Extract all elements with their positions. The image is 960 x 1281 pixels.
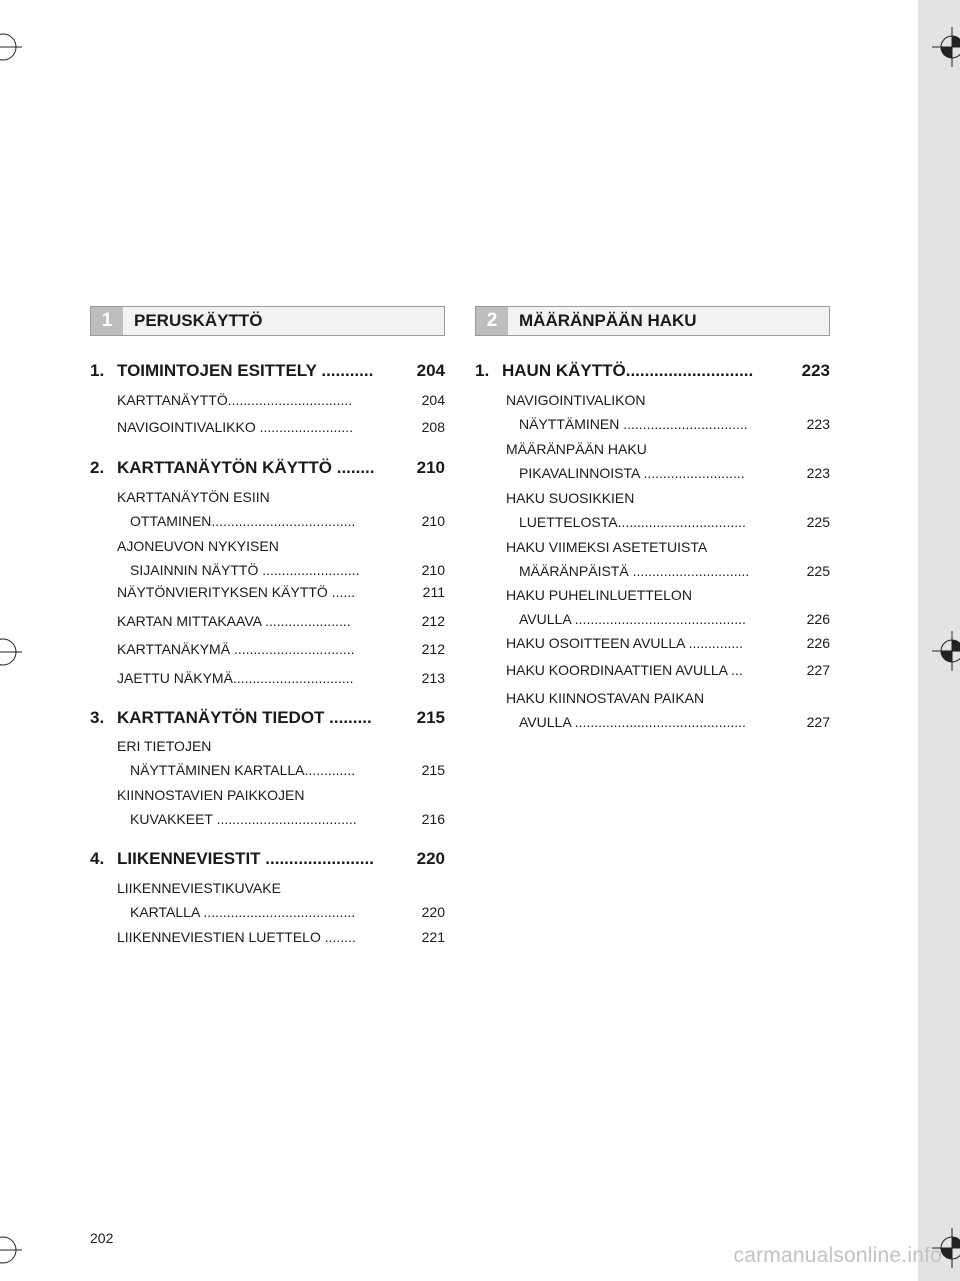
- page-number: 202: [90, 1230, 114, 1246]
- chapter-title: KARTTANÄYTÖN KÄYTTÖ ........: [117, 458, 375, 477]
- entry-title: LIIKENNEVIESTIEN LUETTELO ........: [117, 929, 356, 945]
- toc-entry[interactable]: [117, 609, 445, 633]
- entry-title-continued: OTTAMINEN.....................................: [130, 513, 356, 529]
- chapter-title: LIIKENNEVIESTIT .......................: [117, 849, 374, 868]
- entry-title: NAVIGOINTIVALIKON: [506, 392, 646, 408]
- toc-chapter[interactable]: [475, 360, 830, 382]
- toc-chapter[interactable]: [90, 848, 445, 870]
- chapter-number: 2.: [90, 458, 105, 477]
- chapter-page: 204: [416, 361, 445, 380]
- toc-entry[interactable]: [506, 686, 830, 734]
- toc-chapter[interactable]: [90, 360, 445, 382]
- chapter-title: HAUN KÄYTTÖ...........................: [502, 361, 754, 380]
- toc-entry[interactable]: [117, 734, 445, 782]
- entry-page: 204: [421, 392, 445, 408]
- chapter-number: 1.: [90, 361, 105, 380]
- toc-entry[interactable]: [506, 486, 830, 534]
- entry-page: 227: [806, 714, 830, 730]
- chapter-page: 210: [416, 458, 445, 477]
- toc-entry[interactable]: [117, 534, 445, 582]
- toc-chapter[interactable]: [90, 707, 445, 729]
- entry-page: 208: [421, 419, 445, 435]
- entry-title: KARTTANÄYTTÖ................................: [117, 392, 353, 408]
- toc-entry[interactable]: [117, 580, 445, 604]
- registration-mark-icon: [0, 1233, 22, 1267]
- entry-page: 227: [806, 662, 830, 678]
- entry-title: KARTAN MITTAKAAVA ......................: [117, 613, 351, 629]
- toc-chapter[interactable]: [90, 457, 445, 479]
- chapter-title: KARTTANÄYTÖN TIEDOT .........: [117, 708, 372, 727]
- entry-title: HAKU KIINNOSTAVAN PAIKAN: [506, 690, 705, 706]
- entry-title: HAKU SUOSIKKIEN: [506, 490, 635, 506]
- chapter-number: 3.: [90, 708, 105, 727]
- registration-mark-icon: [932, 27, 960, 67]
- entry-page: 223: [806, 465, 830, 481]
- toc-entry[interactable]: [117, 876, 445, 924]
- chapter-number: 4.: [90, 849, 105, 868]
- toc-entry[interactable]: [117, 637, 445, 661]
- entry-title-continued: SIJAINNIN NÄYTTÖ .........................: [130, 562, 360, 578]
- entry-page: 210: [421, 513, 445, 529]
- section-title: PERUSKÄYTTÖ: [134, 311, 263, 330]
- entry-title-continued: KUVAKKEET ....................................: [130, 811, 357, 827]
- chapter-title: TOIMINTOJEN ESITTELY ...........: [117, 361, 374, 380]
- chapter-number: 1.: [475, 361, 490, 380]
- entry-title: HAKU KOORDINAATTIEN AVULLA ...: [506, 662, 743, 678]
- toc-entry[interactable]: [506, 535, 830, 583]
- entry-page: 213: [421, 670, 445, 686]
- entry-title-continued: MÄÄRÄNPÄISTÄ ..............................: [519, 563, 750, 579]
- toc-entry[interactable]: [506, 583, 830, 631]
- entry-page: 216: [421, 811, 445, 827]
- section-number: 2: [476, 307, 508, 335]
- toc-entry[interactable]: [117, 388, 445, 412]
- toc-entry[interactable]: [506, 388, 830, 436]
- entry-title-continued: AVULLA ............................................: [519, 714, 746, 730]
- chapter-page: 220: [416, 849, 445, 868]
- entry-title-continued: AVULLA ............................................: [519, 611, 746, 627]
- entry-title-continued: KARTALLA .......................................: [130, 904, 356, 920]
- entry-title-continued: PIKAVALINNOISTA ..........................: [519, 465, 745, 481]
- entry-page: 221: [421, 929, 445, 945]
- entry-title: KARTTANÄYTÖN ESIIN: [117, 489, 270, 505]
- entry-title: KARTTANÄKYMÄ ...............................: [117, 641, 355, 657]
- entry-title-continued: NÄYTTÄMINEN ................................: [519, 416, 748, 432]
- entry-title-continued: LUETTELOSTA.................................: [519, 514, 746, 530]
- chapter-page: 215: [416, 708, 445, 727]
- registration-mark-icon: [932, 631, 960, 671]
- toc-entry[interactable]: [506, 437, 830, 485]
- entry-title: HAKU OSOITTEEN AVULLA ..............: [506, 635, 744, 651]
- chapter-page: 223: [801, 361, 830, 380]
- registration-mark-icon: [0, 30, 22, 64]
- toc-column-right: [475, 0, 830, 1281]
- entry-page: 215: [421, 762, 445, 778]
- toc-entry[interactable]: [117, 666, 445, 690]
- entry-title: NÄYTÖNVIERITYKSEN KÄYTTÖ ......: [117, 584, 356, 600]
- section-number: 1: [91, 307, 123, 335]
- entry-page: 220: [421, 904, 445, 920]
- entry-page: 210: [421, 562, 445, 578]
- entry-page: 212: [421, 613, 445, 629]
- entry-title: JAETTU NÄKYMÄ...............................: [117, 670, 354, 686]
- entry-title: AJONEUVON NYKYISEN: [117, 538, 279, 554]
- entry-page: 225: [806, 514, 830, 530]
- entry-page: 225: [806, 563, 830, 579]
- entry-title: ERI TIETOJEN: [117, 738, 212, 754]
- toc-entry[interactable]: [117, 415, 445, 439]
- toc-entry[interactable]: [117, 783, 445, 831]
- toc-column-left: [90, 0, 445, 1281]
- entry-page: 223: [806, 416, 830, 432]
- entry-page: 226: [806, 611, 830, 627]
- toc-entry[interactable]: [506, 658, 830, 682]
- entry-title: MÄÄRÄNPÄÄN HAKU: [506, 441, 647, 457]
- entry-title: HAKU VIIMEKSI ASETETUISTA: [506, 539, 708, 555]
- toc-entry[interactable]: [506, 631, 830, 655]
- entry-title: KIINNOSTAVIEN PAIKKOJEN: [117, 787, 305, 803]
- entry-page: 211: [422, 584, 445, 600]
- entry-title: LIIKENNEVIESTIKUVAKE: [117, 880, 281, 896]
- entry-title: NAVIGOINTIVALIKKO ........................: [117, 419, 353, 435]
- section-title: MÄÄRÄNPÄÄN HAKU: [519, 311, 697, 330]
- entry-title-continued: NÄYTTÄMINEN KARTALLA.............: [130, 762, 356, 778]
- registration-mark-icon: [0, 635, 22, 669]
- toc-entry[interactable]: [117, 925, 445, 949]
- watermark: carmanualsonline.info: [733, 1244, 942, 1267]
- toc-entry[interactable]: [117, 485, 445, 533]
- entry-page: 212: [421, 641, 445, 657]
- entry-title: HAKU PUHELINLUETTELON: [506, 587, 692, 603]
- entry-page: 226: [806, 635, 830, 651]
